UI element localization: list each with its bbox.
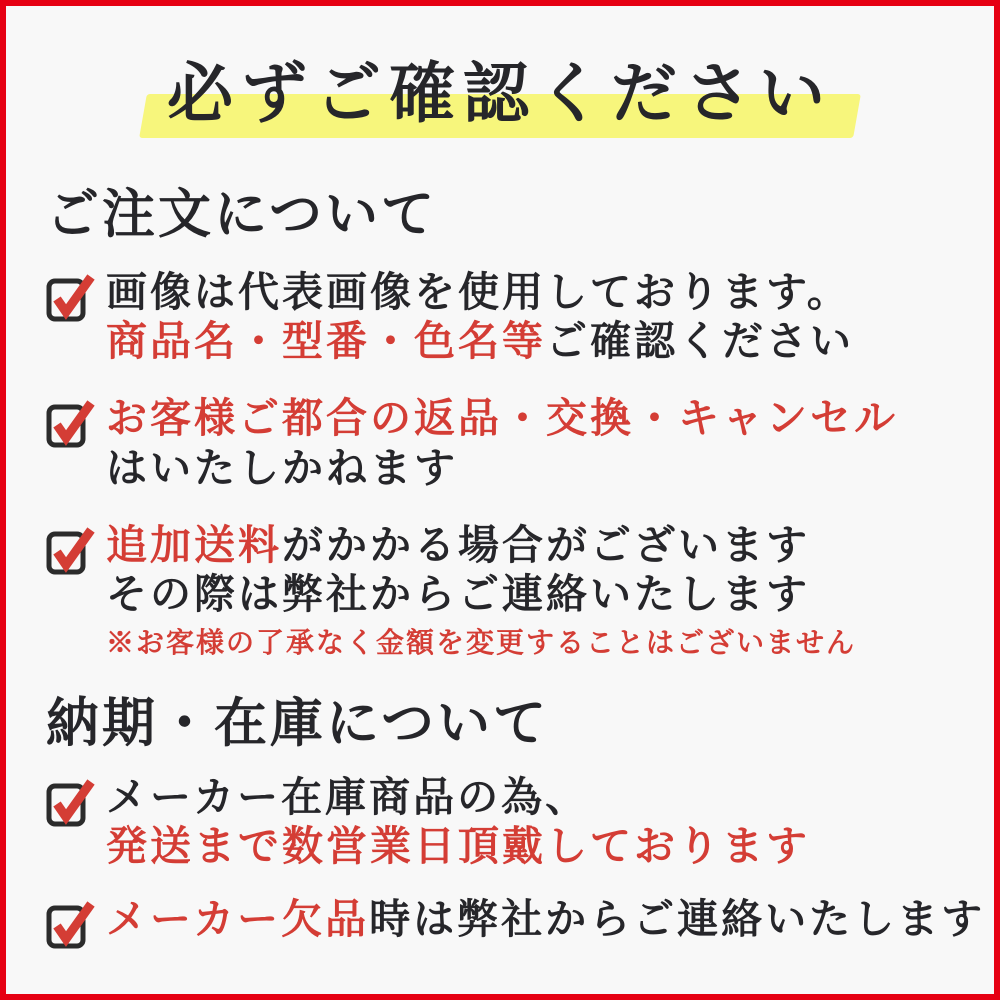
item-image-line1: 画像は代表画像を使用しております。 [106,269,851,315]
checklist-item-text [106,521,856,661]
checked-checkbox-icon [46,396,96,450]
item-cancel-line1-red: お客様ご都合の返品・交換・キャンセル [106,395,898,442]
checklist-item-text [106,268,854,366]
checked-checkbox-icon [46,897,96,951]
checked-checkbox-icon [46,775,96,829]
checklist-item-text [106,895,985,944]
item-shipping-line1-red: 追加送料 [106,521,282,568]
item-shortage-line1-black: 時は弊社からご連絡いたします [369,896,986,943]
item-shipping-line1-black: がかかる場合がございます [282,521,810,568]
checklist-item-shipping [46,521,954,661]
checked-checkbox-icon [46,270,96,324]
section-heading-stock: 納期・在庫について [46,694,549,753]
item-leadtime-line2-red: 発送まで数営業日頂戴しております [106,822,810,869]
item-shipping-line2: その際は弊社からご連絡いたします [106,570,810,617]
page-title-wrap [46,48,954,142]
checklist-item-text [106,394,898,492]
checklist-item-text [106,773,810,871]
checklist-item-image [46,268,954,366]
item-shortage-line1-red: メーカー欠品 [106,896,370,943]
checklist-item-cancel [46,394,954,492]
checklist-item-shortage [46,895,986,951]
item-image-line2-black: ご確認ください [546,318,854,365]
item-image-line2-red: 商品名・型番・色名等 [106,318,546,365]
section-heading-order: ご注文について [46,186,437,244]
item-cancel-line2: はいたしかねます [106,444,458,491]
checklist-item-leadtime [46,773,954,871]
item-shipping-note: ※お客様の了承なく金額を変更することはございません [106,628,857,660]
page-title: 必ずご確認ください [167,58,833,131]
checked-checkbox-icon [46,523,96,577]
item-leadtime-line1: メーカー在庫商品の為、 [106,773,590,820]
